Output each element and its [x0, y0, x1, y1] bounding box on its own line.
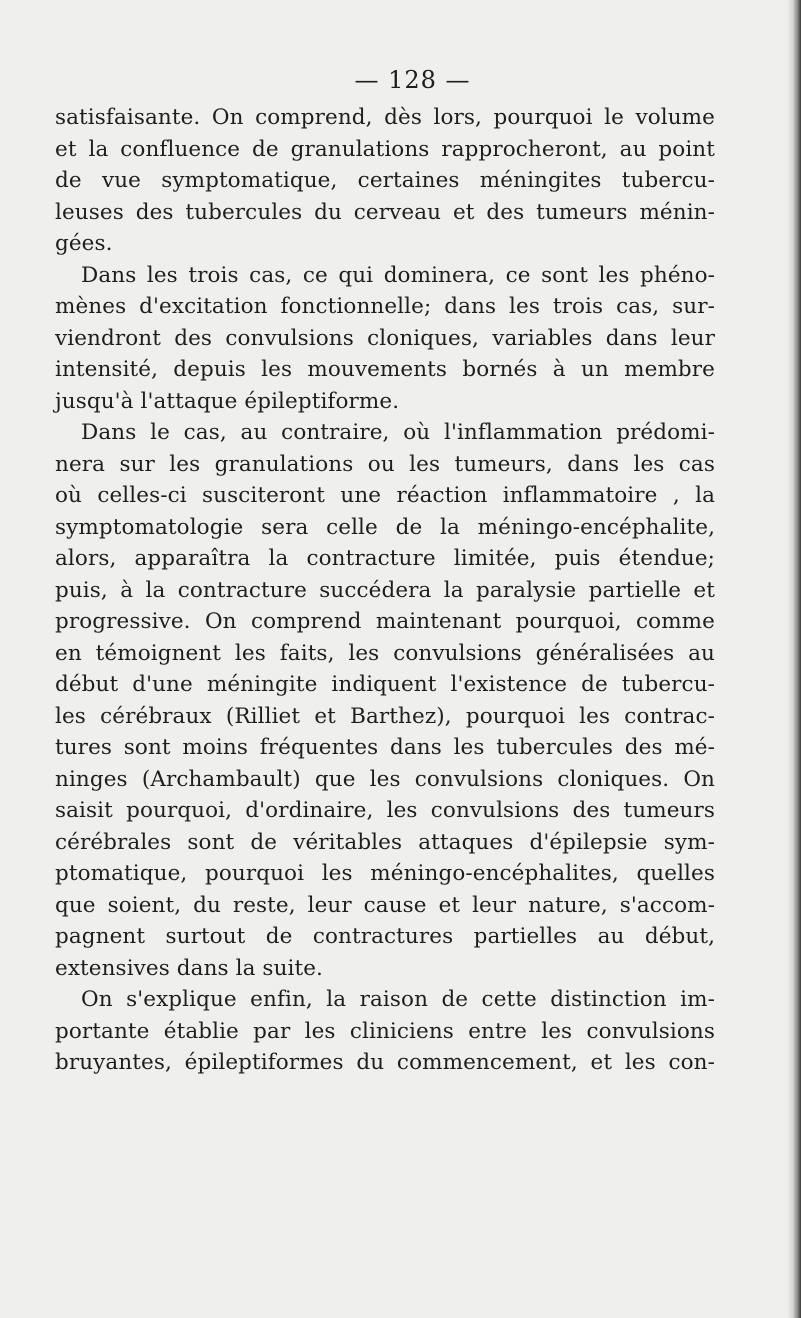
text-line: bruyantes, épileptiformes du commencement, et les con-	[55, 1050, 715, 1075]
text-line: ptomatique, pourquoi les méningo-encéphalites, quelles	[55, 861, 715, 886]
text-line: symptomatologie sera celle de la méningo-encéphalite,	[55, 514, 715, 540]
text-line: où celles-ci susciteront une réaction inflammatoire , la	[55, 483, 715, 508]
text-line: puis, à la contracture succédera la paralysie partielle et	[55, 577, 715, 603]
text-line: les cérébraux (Rilliet et Barthez), pourquoi les contrac-	[55, 703, 715, 729]
text-line: début d'une méningite indiquent l'existence de tubercu-	[55, 672, 715, 697]
text-line: satisfaisante. On comprend, dès lors, pourquoi le volume	[55, 105, 715, 130]
text-line: viendront des convulsions cloniques, variables dans leur	[55, 325, 715, 351]
text-line: que soient, du reste, leur cause et leur nature, s'accom-	[55, 892, 715, 918]
text-line: extensives dans la suite.	[55, 955, 323, 981]
text-line: mènes d'excitation fonctionnelle; dans les trois cas, sur-	[55, 294, 715, 319]
text-line: tures sont moins fréquentes dans les tubercules des mé-	[55, 735, 715, 760]
text-line: en témoignent les faits, les convulsions généralisées au	[55, 640, 715, 666]
text-line: nera sur les granulations ou les tumeurs, dans les cas	[55, 451, 715, 477]
text-line: On s'explique enfin, la raison de cette distinction im-	[81, 987, 715, 1012]
page-number: — 128 —	[354, 66, 471, 94]
text-line: alors, apparaîtra la contracture limitée, puis étendue;	[55, 546, 715, 571]
text-line: saisit pourquoi, d'ordinaire, les convulsions des tumeurs	[55, 798, 715, 823]
text-line: jusqu'à l'attaque épileptiforme.	[55, 388, 400, 414]
text-line: portante établie par les cliniciens entre les convulsions	[55, 1018, 715, 1044]
text-line: de vue symptomatique, certaines méningites tubercu-	[55, 168, 715, 193]
text-line: leuses des tubercules du cerveau et des tumeurs ménin-	[55, 199, 715, 225]
text-line: gées.	[55, 231, 113, 256]
text-line: Dans les trois cas, ce qui dominera, ce sont les phéno-	[81, 262, 715, 288]
text-line: progressive. On comprend maintenant pourquoi, comme	[55, 609, 715, 634]
text-line: Dans le cas, au contraire, où l'inflammation prédomi-	[81, 420, 715, 445]
text-line: cérébrales sont de véritables attaques d'épilepsie sym-	[55, 829, 715, 855]
text-line: ninges (Archambault) que les convulsions cloniques. On	[55, 766, 715, 792]
text-line: pagnent surtout de contractures partielles au début,	[55, 924, 715, 949]
page-edge-shadow	[787, 0, 801, 1318]
text-line: et la confluence de granulations rapprocheront, au point	[55, 136, 715, 162]
body-text	[55, 102, 715, 1079]
text-line: intensité, depuis les mouvements bornés à un membre	[55, 357, 715, 382]
